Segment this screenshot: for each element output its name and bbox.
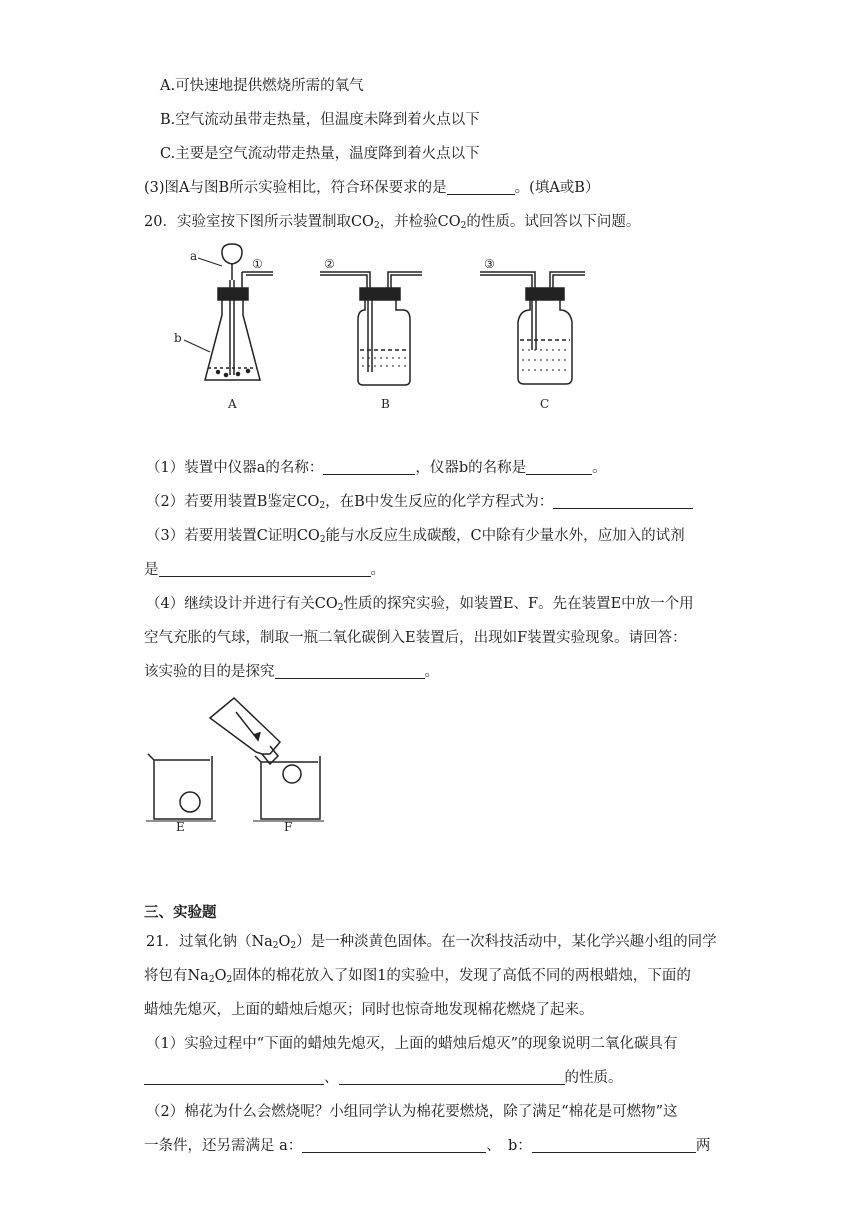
answer-blank[interactable] — [323, 460, 415, 475]
apparatus-c — [480, 272, 585, 384]
answer-blank[interactable] — [144, 1070, 324, 1085]
q21-part2: （2）棉花为什么会燃烧呢？小组同学认为棉花要燃烧，除了满足“棉花是可燃物”这 — [146, 1104, 678, 1120]
label-b: b — [174, 331, 182, 345]
q21-text: 一条件，还另需满足 a： — [144, 1138, 303, 1154]
subscript: 2 — [337, 603, 344, 613]
beaker-f — [210, 698, 324, 821]
q21-line2: 将包有$Na_2O_2$固体的棉花放入了如图1的实验中，发现了高低不同的两根蜡烛，下面的 — [144, 968, 691, 985]
q21-line1: 21．过氧化钠$(Na_2O_2)$是一种淡黄色固体。在一次科技活动中，某化学兴趣小组的同学 — [146, 934, 717, 951]
section-title: 三、实验题 — [144, 905, 217, 921]
label-circle-3: ③ — [484, 257, 495, 271]
q20-part4-line2: 空气充胀的气球，制取一瓶二氧化碳倒入E装置后，出现如F装置实验现象。请回答： — [144, 630, 687, 646]
answer-blank[interactable] — [339, 1070, 565, 1085]
q19-part3-text: (3)图A与图B所示实验相比，符合环保要求的是 — [144, 180, 447, 196]
subscript: 2 — [226, 975, 233, 985]
subscript: 2 — [319, 501, 326, 511]
q20-part3-line2 — [144, 558, 385, 579]
q20-part2-text: ，在B中发生反应的化学方程式为： — [325, 494, 554, 510]
q19-option-c: C.主要是空气流动带走热量，温度降到着火点以下 — [160, 146, 480, 162]
label-a: a — [190, 249, 198, 263]
answer-blank[interactable] — [532, 1138, 696, 1153]
q20-stem-text: 20．实验室按下图所示装置制取CO — [144, 214, 374, 230]
q20-stem-text: 的性质。试回答以下问题。 — [466, 214, 641, 230]
label-A: A — [228, 397, 237, 411]
q21-text: 将包有Na — [144, 968, 209, 984]
q21-part2-line2 — [144, 1134, 710, 1155]
subscript: 2 — [290, 941, 297, 951]
q21-part1-line2 — [144, 1066, 623, 1087]
q21-line3: 蜡烛先熄灭，上面的蜡烛后熄灭；同时也惊奇地发现棉花燃烧了起来。 — [144, 1002, 594, 1018]
q20-part3-text: 。 — [370, 562, 385, 578]
q21-text: 、 b： — [486, 1138, 532, 1154]
q21-text: 、 — [324, 1070, 339, 1086]
q19-option-b: B.空气流动虽带走热量，但温度未降到着火点以下 — [160, 112, 480, 128]
q20-part1 — [146, 456, 607, 477]
subscript: 2 — [208, 975, 215, 985]
q20-part3 — [146, 524, 685, 545]
answer-blank[interactable] — [553, 494, 693, 509]
q20-part1-text: 。 — [592, 460, 607, 476]
q21-part1: （1）实验过程中“下面的蜡烛先熄灭，上面的蜡烛后熄灭”的现象说明二氧化碳具有 — [146, 1036, 678, 1052]
q20-part4 — [146, 592, 694, 613]
q20-part3-text: 是 — [144, 562, 159, 578]
answer-blank[interactable] — [447, 180, 515, 195]
subscript: 2 — [319, 535, 326, 545]
q20-part3-text: （3）若要用装置C证明CO — [146, 528, 320, 544]
subscript: 2 — [272, 941, 279, 951]
q20-part4-text: 性质的探究实验，如装置E、F。先在装置E中放一个用 — [343, 596, 694, 612]
q20-part4-text: 该实验的目的是探究 — [144, 664, 275, 680]
q20-part3-text: 能与水反应生成碳酸，C中除有少量水外，应加入的试剂 — [325, 528, 685, 544]
q20-stem — [144, 210, 640, 231]
answer-blank[interactable] — [275, 664, 425, 679]
q19-option-a: A.可快速地提供燃烧所需的氧气 — [160, 78, 364, 94]
q20-part4-text: 。 — [424, 664, 439, 680]
label-circle-1: ① — [252, 257, 263, 271]
subscript: 2 — [460, 221, 467, 231]
beaker-e — [146, 754, 216, 821]
q21-text: ）是一种淡黄色固体。在一次科技活动中，某化学兴趣小组的同学 — [296, 934, 717, 950]
label-B: B — [381, 397, 390, 411]
q21-text: 固体的棉花放入了如图1的实验中，发现了高低不同的两根蜡烛，下面的 — [232, 968, 691, 984]
q20-part2 — [146, 490, 693, 511]
q19-part3 — [144, 176, 599, 197]
answer-blank[interactable] — [526, 460, 592, 475]
apparatus-b — [320, 272, 422, 385]
label-F: F — [284, 820, 293, 834]
label-E: E — [176, 820, 185, 834]
answer-blank[interactable] — [159, 562, 371, 577]
label-C: C — [540, 397, 550, 411]
q21-text: 两 — [695, 1138, 711, 1154]
subscript: 2 — [373, 221, 380, 231]
beaker-figure — [140, 694, 340, 844]
q19-part3-hint: 。(填A或B） — [514, 180, 600, 196]
q21-text: 21．过氧化钠（Na — [146, 934, 273, 950]
apparatus-figure — [160, 240, 600, 420]
q20-part1-text: ，仪器b的名称是 — [415, 460, 527, 476]
q20-part1-text: （1）装置中仪器a的名称： — [146, 460, 324, 476]
q20-part4-line3 — [144, 660, 439, 681]
q21-text: 的性质。 — [564, 1070, 623, 1086]
answer-blank[interactable] — [302, 1138, 486, 1153]
q20-part2-text: （2）若要用装置B鉴定CO — [146, 494, 320, 510]
label-circle-2: ② — [324, 257, 335, 271]
q20-part4-text: （4）继续设计并进行有关CO — [146, 596, 338, 612]
q20-stem-text: ，并检验CO — [379, 214, 461, 230]
